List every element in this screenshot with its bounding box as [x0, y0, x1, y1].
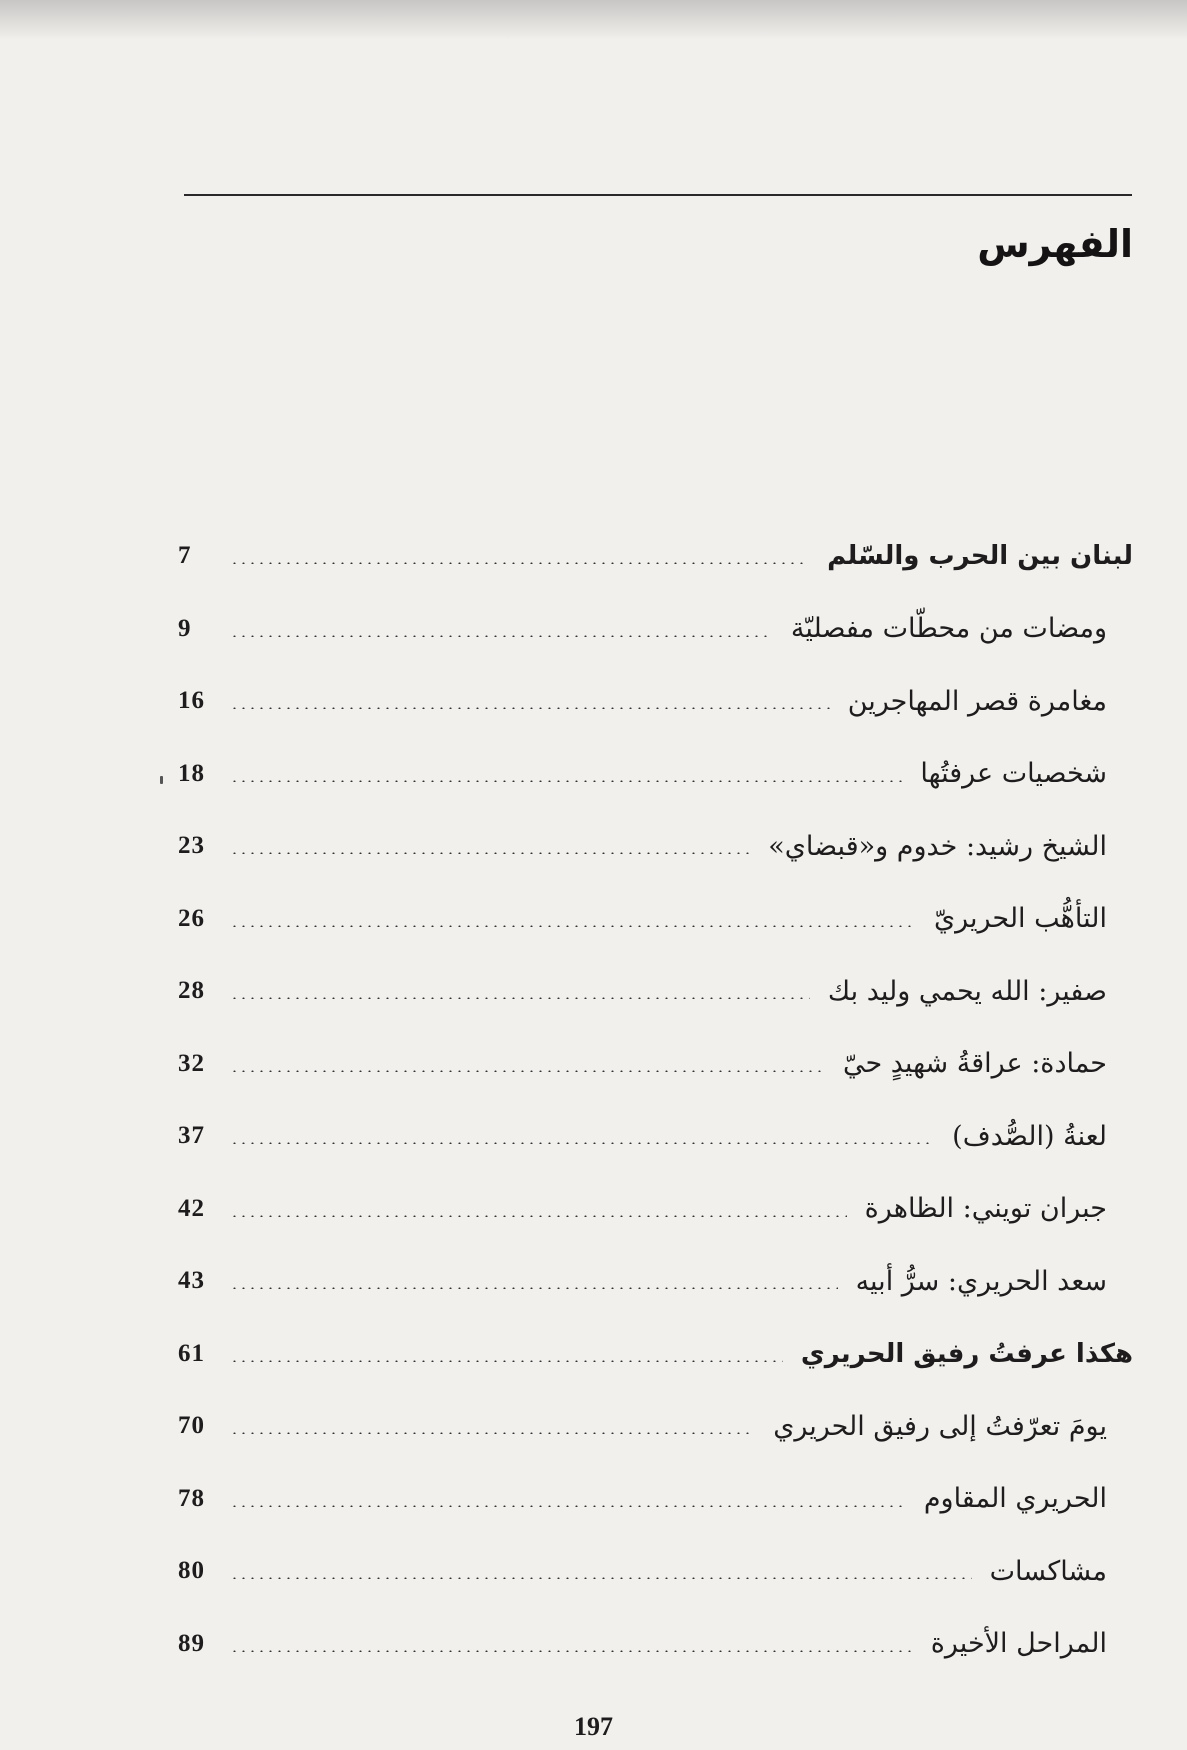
- toc-entry: [178, 1173, 1133, 1246]
- header-rule: [184, 194, 1132, 196]
- toc-entry-page: 37: [178, 1122, 205, 1150]
- toc-entry-page: 26: [178, 904, 205, 932]
- dot-leader: [230, 1432, 755, 1434]
- toc-entry: [178, 738, 1133, 811]
- toc-entry-page: 89: [178, 1629, 205, 1657]
- toc-entry-title: هكذا عرفتُ رفيق الحريري: [800, 1338, 1133, 1369]
- toc-entry-title: جبران تويني: الظاهرة: [864, 1193, 1107, 1225]
- toc-entry: [178, 1245, 1133, 1318]
- page-number: 197: [574, 1712, 613, 1741]
- toc-entry: [178, 883, 1133, 956]
- toc-entry: [178, 520, 1133, 593]
- toc-entry-page: 78: [178, 1484, 205, 1512]
- toc-entry-title: الحريري المقاوم: [923, 1483, 1107, 1515]
- dot-leader: [230, 635, 773, 637]
- toc-entry: [178, 1100, 1133, 1173]
- toc-entry: [178, 1608, 1133, 1681]
- toc-entry-title: شخصيات عرفتُها: [920, 758, 1107, 790]
- toc-entry-page: 80: [178, 1557, 205, 1585]
- toc-entry-title: يومَ تعرّفتُ إلى رفيق الحريري: [773, 1410, 1107, 1442]
- toc-entry-page: 18: [178, 759, 205, 787]
- toc-entry-page: 43: [178, 1267, 205, 1295]
- toc-entry-title: لبنان بين الحرب والسّلم: [827, 541, 1133, 572]
- scan-speck: [160, 776, 163, 784]
- toc-entry-title: الشيخ رشيد: خدوم و«قبضاي»: [768, 830, 1107, 862]
- toc-entry: [178, 665, 1133, 738]
- table-of-contents: [178, 520, 1133, 1680]
- dot-leader: [230, 1577, 972, 1579]
- toc-entry-title: صفير: الله يحمي وليد بك: [827, 975, 1107, 1007]
- toc-entry-page: 70: [178, 1412, 205, 1440]
- toc-entry: [178, 1028, 1133, 1101]
- toc-entry-page: 9: [178, 614, 192, 642]
- toc-entry-title: المراحل الأخيرة: [930, 1628, 1107, 1660]
- toc-entry: [178, 1463, 1133, 1536]
- toc-entry: [178, 1390, 1133, 1463]
- dot-leader: [230, 707, 830, 709]
- toc-entry-title: مغامرة قصر المهاجرين: [847, 685, 1107, 717]
- toc-entry-title: التأهُّب الحريريّ: [933, 903, 1107, 935]
- toc-entry-title: سعد الحريري: سرُّ أبيه: [855, 1265, 1107, 1297]
- toc-entry-page: 28: [178, 977, 205, 1005]
- dot-leader: [230, 925, 916, 927]
- toc-entry: [178, 955, 1133, 1028]
- page-title: الفهرس: [977, 222, 1133, 266]
- dot-leader: [230, 780, 902, 782]
- toc-entry-title: حمادة: عراقةُ شهيدٍ حيّ: [842, 1048, 1107, 1080]
- toc-entry-page: 7: [178, 542, 192, 570]
- toc-entry-title: ومضات من محطّات مفصليّة: [790, 613, 1107, 645]
- dot-leader: [230, 1070, 825, 1072]
- toc-entry-page: 42: [178, 1194, 205, 1222]
- toc-entry-page: 23: [178, 832, 205, 860]
- dot-leader: [230, 1505, 906, 1507]
- dot-leader: [230, 852, 750, 854]
- dot-leader: [230, 1142, 934, 1144]
- toc-entry-page: 32: [178, 1049, 205, 1077]
- scan-shadow: [0, 0, 1187, 40]
- dot-leader: [230, 562, 809, 564]
- toc-entry: [178, 593, 1133, 666]
- dot-leader: [230, 1650, 913, 1652]
- dot-leader: [230, 1287, 838, 1289]
- toc-entry: [178, 810, 1133, 883]
- dot-leader: [230, 1360, 783, 1362]
- dot-leader: [230, 1215, 847, 1217]
- toc-entry-page: 16: [178, 687, 205, 715]
- toc-entry: [178, 1318, 1133, 1391]
- toc-entry: [178, 1535, 1133, 1608]
- toc-entry-title: لعنةُ (الصُّدف): [952, 1120, 1107, 1152]
- dot-leader: [230, 997, 810, 999]
- toc-entry-page: 61: [178, 1339, 205, 1367]
- toc-entry-title: مشاكسات: [989, 1555, 1107, 1587]
